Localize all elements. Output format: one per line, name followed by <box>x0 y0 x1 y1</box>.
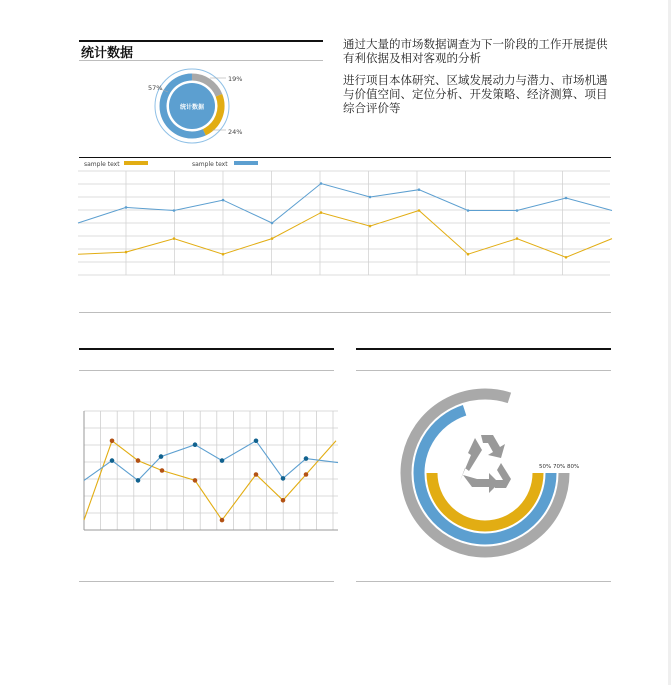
section-rule-bottom <box>79 60 323 61</box>
legend-label-yellow: sample text <box>84 161 120 168</box>
dotted-point <box>136 478 141 483</box>
dotted-point <box>220 458 225 463</box>
line-point <box>271 237 274 240</box>
dotted-point <box>160 468 165 473</box>
line-point <box>516 237 519 240</box>
line-chart-grid <box>78 171 610 275</box>
donut-label-24: 24% <box>228 128 243 136</box>
line-point <box>173 209 176 212</box>
line-chart-points <box>125 182 568 258</box>
recycle-icon <box>460 435 511 493</box>
right-panel-sub-rule <box>356 370 611 371</box>
left-panel-sub-rule <box>79 370 334 371</box>
legend-swatch-yellow <box>124 161 148 165</box>
dotted-point <box>254 472 259 477</box>
line-series-blue <box>78 184 612 224</box>
dotted-point <box>136 458 141 463</box>
right-panel-bottom-rule <box>356 581 611 582</box>
line-point <box>222 199 225 202</box>
line-point <box>369 196 372 199</box>
line-point <box>125 206 128 209</box>
dotted-point <box>193 442 198 447</box>
dotted-point <box>193 478 198 483</box>
radial-label-80: 80% <box>567 464 580 470</box>
legend-swatch-blue <box>234 161 258 165</box>
line-point <box>125 251 128 254</box>
donut-chart <box>140 68 260 148</box>
donut-label-19: 19% <box>228 75 243 83</box>
radial-label-50: 50% <box>539 464 552 470</box>
intro-paragraph: 通过大量的市场数据调查为下一阶段的工作开展提供有利依据及相对客观的分析 <box>343 37 608 65</box>
left-panel-bottom-rule <box>79 581 334 582</box>
line-point <box>565 197 568 200</box>
line-point <box>173 237 176 240</box>
dotted-chart-points <box>110 439 309 523</box>
line-series-yellow <box>78 211 612 258</box>
dotted-chart-grid <box>84 411 338 530</box>
right-panel-top-rule <box>356 348 611 350</box>
dotted-point <box>281 498 286 503</box>
donut-center-label: 统计数据 <box>179 104 205 111</box>
dotted-series-yellow <box>84 441 336 520</box>
line-point <box>467 253 470 256</box>
line-point <box>320 211 323 214</box>
line-point <box>271 222 274 225</box>
line-point <box>222 253 225 256</box>
wide-line-chart <box>78 157 612 269</box>
dotted-point <box>110 458 115 463</box>
dotted-point <box>110 439 115 444</box>
dotted-line-chart <box>84 408 340 532</box>
section-title: 统计数据 <box>81 46 134 61</box>
line-point <box>369 225 372 228</box>
line-chart-bottom-rule <box>79 312 611 313</box>
radial-bar-chart <box>375 385 625 575</box>
radial-bar-70 <box>419 410 551 539</box>
line-point <box>565 256 568 259</box>
dotted-point <box>159 454 164 459</box>
dotted-point <box>281 476 286 481</box>
dotted-point <box>304 456 309 461</box>
dotted-point <box>254 439 259 444</box>
line-point <box>320 182 323 185</box>
line-point <box>418 188 421 191</box>
line-point <box>467 209 470 212</box>
donut-label-57: 57% <box>148 84 163 92</box>
line-point <box>418 209 421 212</box>
left-panel-top-rule <box>79 348 334 350</box>
radial-label-70: 70% <box>553 464 566 470</box>
dotted-point <box>220 518 225 523</box>
line-point <box>516 209 519 212</box>
dotted-point <box>304 472 309 477</box>
line-chart-legend <box>84 161 258 168</box>
detail-paragraph: 进行项目本体研究、区域发展动力与潜力、市场机遇与价值空间、定位分析、开发策略、经济测算、项目综合评价等 <box>343 73 608 115</box>
legend-label-blue: sample text <box>192 161 228 168</box>
